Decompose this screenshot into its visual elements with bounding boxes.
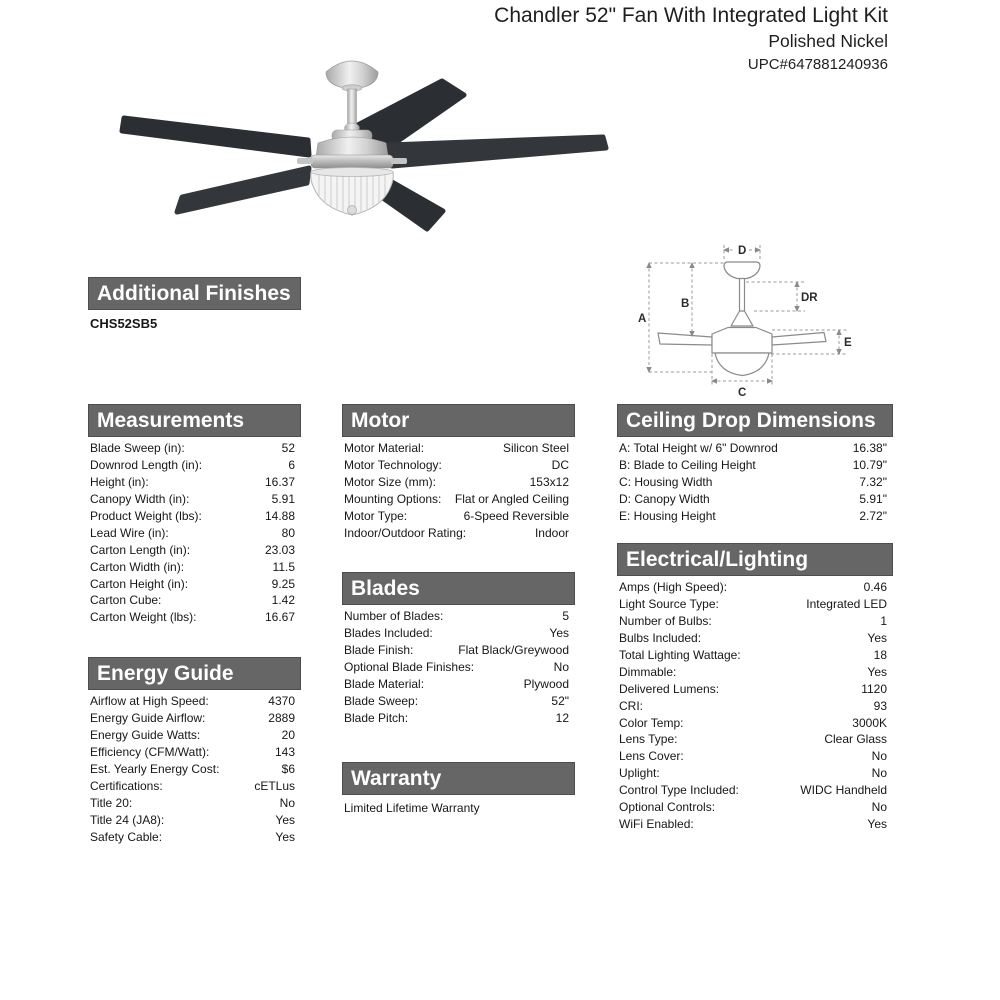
spec-row bbox=[619, 731, 887, 748]
spec-row bbox=[344, 608, 569, 625]
spec-value: 52" bbox=[551, 693, 569, 708]
spec-value: 3000K bbox=[852, 715, 887, 730]
spec-value: $6 bbox=[281, 762, 295, 776]
spec-label: Lead Wire (in): bbox=[90, 525, 169, 540]
spec-row bbox=[90, 693, 295, 710]
spec-label: Carton Width (in): bbox=[90, 559, 185, 574]
spec-label: Carton Length (in): bbox=[90, 542, 191, 557]
spec-row bbox=[344, 508, 569, 525]
spec-row bbox=[90, 777, 295, 794]
spec-label: Optional Controls: bbox=[619, 800, 716, 815]
blades-section bbox=[342, 572, 575, 726]
finish-name: Polished Nickel bbox=[768, 31, 888, 51]
spec-label: Est. Yearly Energy Cost: bbox=[90, 762, 220, 776]
model-number: CHS52SB5 bbox=[90, 316, 158, 331]
spec-label: Height (in): bbox=[90, 475, 149, 490]
warranty-text: Limited Lifetime Warranty bbox=[344, 801, 480, 815]
energy-guide-rows bbox=[88, 693, 301, 845]
spec-label: Motor Technology: bbox=[344, 458, 442, 473]
spec-label: Color Temp: bbox=[619, 715, 684, 730]
spec-value: WIDC Handheld bbox=[800, 783, 887, 798]
spec-label: Delivered Lumens: bbox=[619, 681, 720, 696]
blades-header: Blades bbox=[342, 572, 575, 605]
ceiling-drop-rows bbox=[617, 440, 893, 524]
spec-value: 93 bbox=[873, 698, 887, 713]
spec-value: Clear Glass bbox=[824, 732, 887, 747]
spec-value: 5.91" bbox=[859, 492, 887, 507]
spec-row bbox=[90, 575, 295, 592]
spec-label: D: Canopy Width bbox=[619, 492, 710, 507]
spec-value: 1120 bbox=[861, 681, 887, 696]
spec-label: Airflow at High Speed: bbox=[90, 694, 209, 709]
spec-row bbox=[90, 609, 295, 626]
spec-value: 80 bbox=[281, 525, 295, 540]
spec-value: 16.38" bbox=[852, 441, 887, 456]
spec-row bbox=[90, 558, 295, 575]
spec-value: 143 bbox=[274, 745, 295, 760]
spec-value: DC bbox=[551, 458, 569, 473]
spec-row bbox=[90, 592, 295, 609]
spec-value: 5.91 bbox=[271, 492, 295, 507]
spec-label: Canopy Width (in): bbox=[90, 492, 190, 507]
spec-label: Motor Size (mm): bbox=[344, 475, 437, 490]
energy-guide-section bbox=[88, 657, 301, 845]
spec-label: Energy Guide Airflow: bbox=[90, 711, 206, 726]
spec-row bbox=[90, 727, 295, 744]
spec-label: Blade Finish: bbox=[344, 643, 414, 658]
dim-label-d: D bbox=[738, 245, 747, 257]
warranty-section bbox=[342, 762, 575, 815]
spec-value: Silicon Steel bbox=[502, 441, 569, 456]
spec-row bbox=[619, 782, 887, 799]
spec-value: 2889 bbox=[268, 711, 295, 726]
spec-label: Total Lighting Wattage: bbox=[619, 648, 741, 662]
spec-value: 153x12 bbox=[529, 475, 569, 490]
spec-label: Blade Sweep: bbox=[344, 693, 419, 708]
spec-label: Number of Blades: bbox=[344, 609, 444, 624]
spec-value: 10.79" bbox=[852, 458, 887, 473]
spec-row bbox=[344, 491, 569, 508]
spec-label: Motor Material: bbox=[344, 441, 425, 456]
spec-row bbox=[90, 491, 295, 508]
spec-row bbox=[90, 794, 295, 811]
spec-value: 52 bbox=[281, 441, 295, 456]
spec-label: Mounting Options: bbox=[344, 492, 442, 507]
dim-label-e: E bbox=[844, 337, 852, 349]
spec-label: B: Blade to Ceiling Height bbox=[619, 458, 756, 473]
spec-row bbox=[344, 457, 569, 474]
dim-label-dr: DR bbox=[801, 292, 818, 304]
electrical-lighting-rows bbox=[617, 579, 893, 832]
spec-row bbox=[619, 440, 887, 457]
spec-label: Control Type Included: bbox=[619, 783, 739, 798]
spec-value: Indoor bbox=[534, 525, 569, 540]
ceiling-drop-diagram bbox=[635, 233, 880, 403]
spec-value: Yes bbox=[867, 664, 887, 679]
ceiling-drop-section bbox=[617, 404, 893, 524]
spec-value: 4370 bbox=[268, 694, 295, 709]
additional-finishes-section bbox=[88, 277, 301, 331]
spec-row bbox=[90, 710, 295, 727]
dim-label-c: C bbox=[738, 387, 747, 399]
spec-label: Blade Sweep (in): bbox=[90, 441, 185, 456]
spec-value: Yes bbox=[275, 829, 295, 844]
spec-value: Yes bbox=[275, 812, 295, 827]
upc-code: UPC#647881240936 bbox=[747, 56, 888, 73]
spec-row bbox=[344, 709, 569, 726]
spec-value: Flat Black/Greywood bbox=[458, 643, 569, 658]
spec-label: Light Source Type: bbox=[619, 597, 719, 612]
spec-label: Lens Type: bbox=[619, 732, 678, 747]
spec-value: 12 bbox=[555, 710, 569, 725]
spec-row bbox=[90, 457, 295, 474]
spec-row bbox=[619, 630, 887, 647]
fan-blade bbox=[177, 168, 309, 212]
motor-section bbox=[342, 404, 575, 541]
spec-value: No bbox=[279, 795, 295, 810]
dim-label-a: A bbox=[638, 313, 647, 325]
spec-label: Uplight: bbox=[619, 766, 660, 781]
spec-row bbox=[90, 828, 295, 845]
additional-finishes-header: Additional Finishes bbox=[88, 277, 301, 310]
spec-value: No bbox=[871, 800, 887, 815]
spec-label: Title 24 (JA8): bbox=[90, 812, 165, 827]
spec-value: No bbox=[871, 749, 887, 764]
spec-row bbox=[90, 761, 295, 778]
spec-value: No bbox=[871, 766, 887, 781]
spec-row bbox=[90, 524, 295, 541]
electrical-lighting-header: Electrical/Lighting bbox=[617, 543, 893, 576]
spec-label: Energy Guide Watts: bbox=[90, 728, 201, 743]
spec-label: Carton Weight (lbs): bbox=[90, 610, 197, 625]
measurements-header: Measurements bbox=[88, 404, 301, 437]
spec-row bbox=[619, 680, 887, 697]
spec-label: Carton Height (in): bbox=[90, 576, 189, 591]
spec-row bbox=[619, 799, 887, 816]
spec-value: Flat or Angled Ceiling bbox=[454, 492, 569, 507]
spec-value: 7.32" bbox=[859, 475, 887, 490]
measurements-section bbox=[88, 404, 301, 626]
spec-row bbox=[90, 440, 295, 457]
warranty-header: Warranty bbox=[342, 762, 575, 795]
spec-label: Number of Bulbs: bbox=[619, 614, 712, 629]
spec-value: 1 bbox=[880, 614, 887, 629]
spec-value: No bbox=[553, 660, 569, 675]
spec-row bbox=[619, 815, 887, 832]
spec-label: Lens Cover: bbox=[619, 749, 684, 764]
spec-value: 16.67 bbox=[264, 610, 295, 625]
spec-value: Yes bbox=[867, 631, 887, 646]
spec-row bbox=[344, 692, 569, 709]
spec-label: Blade Pitch: bbox=[344, 710, 409, 725]
fan-blade bbox=[122, 118, 309, 155]
spec-label: E: Housing Height bbox=[619, 509, 716, 523]
spec-label: C: Housing Width bbox=[619, 475, 713, 490]
spec-value: 20 bbox=[281, 728, 295, 743]
spec-value: Integrated LED bbox=[806, 597, 887, 612]
spec-row bbox=[344, 642, 569, 659]
spec-value: 9.25 bbox=[271, 576, 295, 591]
spec-row bbox=[619, 457, 887, 474]
spec-value: 1.42 bbox=[271, 593, 295, 608]
spec-label: Amps (High Speed): bbox=[619, 580, 728, 595]
spec-row bbox=[619, 663, 887, 680]
spec-label: CRI: bbox=[619, 698, 643, 713]
spec-value: 6-Speed Reversible bbox=[463, 509, 569, 523]
spec-label: Optional Blade Finishes: bbox=[344, 660, 475, 675]
spec-label: A: Total Height w/ 6" Downrod bbox=[619, 441, 778, 456]
spec-row bbox=[619, 579, 887, 596]
motor-header: Motor bbox=[342, 404, 575, 437]
spec-value: Yes bbox=[549, 626, 569, 641]
spec-value: cETLus bbox=[254, 778, 295, 793]
diagram-fan-outline bbox=[658, 262, 826, 376]
spec-value: Plywood bbox=[523, 677, 569, 691]
spec-row bbox=[344, 676, 569, 693]
spec-row bbox=[619, 474, 887, 491]
spec-label: Carton Cube: bbox=[90, 593, 162, 608]
spec-row bbox=[619, 765, 887, 782]
spec-label: Title 20: bbox=[90, 795, 133, 810]
spec-row bbox=[619, 748, 887, 765]
spec-label: Efficiency (CFM/Watt): bbox=[90, 745, 210, 760]
fan-blade bbox=[389, 137, 606, 166]
spec-row bbox=[619, 508, 887, 525]
spec-row bbox=[90, 541, 295, 558]
spec-row bbox=[344, 440, 569, 457]
spec-label: Indoor/Outdoor Rating: bbox=[344, 525, 467, 540]
spec-label: Downrod Length (in): bbox=[90, 458, 203, 473]
spec-value: 5 bbox=[562, 609, 569, 624]
energy-guide-header: Energy Guide bbox=[88, 657, 301, 690]
spec-value: 18 bbox=[873, 648, 887, 662]
spec-row bbox=[619, 647, 887, 664]
blades-rows bbox=[342, 608, 575, 726]
spec-label: Certifications: bbox=[90, 778, 163, 793]
dim-label-b: B bbox=[681, 298, 690, 310]
motor-rows bbox=[342, 440, 575, 541]
spec-label: Blades Included: bbox=[344, 626, 433, 641]
spec-value: 16.37 bbox=[264, 475, 295, 490]
spec-row bbox=[344, 659, 569, 676]
spec-value: 23.03 bbox=[264, 542, 295, 557]
fan-light-bowl bbox=[311, 168, 394, 219]
spec-label: Motor Type: bbox=[344, 509, 408, 523]
spec-row bbox=[90, 508, 295, 525]
spec-label: Dimmable: bbox=[619, 664, 677, 679]
spec-row bbox=[619, 491, 887, 508]
ceiling-drop-header: Ceiling Drop Dimensions bbox=[617, 404, 893, 437]
spec-label: Blade Material: bbox=[344, 677, 425, 691]
spec-row bbox=[619, 596, 887, 613]
spec-row bbox=[619, 613, 887, 630]
spec-value: 14.88 bbox=[264, 509, 295, 523]
spec-row bbox=[344, 524, 569, 541]
spec-label: WiFi Enabled: bbox=[619, 816, 694, 831]
spec-row bbox=[90, 474, 295, 491]
spec-value: 11.5 bbox=[272, 559, 295, 574]
spec-label: Bulbs Included: bbox=[619, 631, 702, 646]
spec-row bbox=[90, 811, 295, 828]
spec-row bbox=[90, 744, 295, 761]
spec-row bbox=[619, 714, 887, 731]
spec-label: Safety Cable: bbox=[90, 829, 163, 844]
spec-value: 0.46 bbox=[863, 580, 887, 595]
measurements-rows bbox=[88, 440, 301, 626]
spec-value: 2.72" bbox=[859, 509, 887, 523]
page-title: Chandler 52" Fan With Integrated Light Kit bbox=[494, 4, 888, 27]
spec-row bbox=[344, 625, 569, 642]
spec-row bbox=[344, 474, 569, 491]
spec-value: Yes bbox=[867, 816, 887, 831]
electrical-lighting-section bbox=[617, 543, 893, 832]
spec-row bbox=[619, 697, 887, 714]
fan-product-image bbox=[95, 48, 625, 248]
spec-label: Product Weight (lbs): bbox=[90, 509, 202, 523]
spec-value: 6 bbox=[288, 458, 295, 473]
